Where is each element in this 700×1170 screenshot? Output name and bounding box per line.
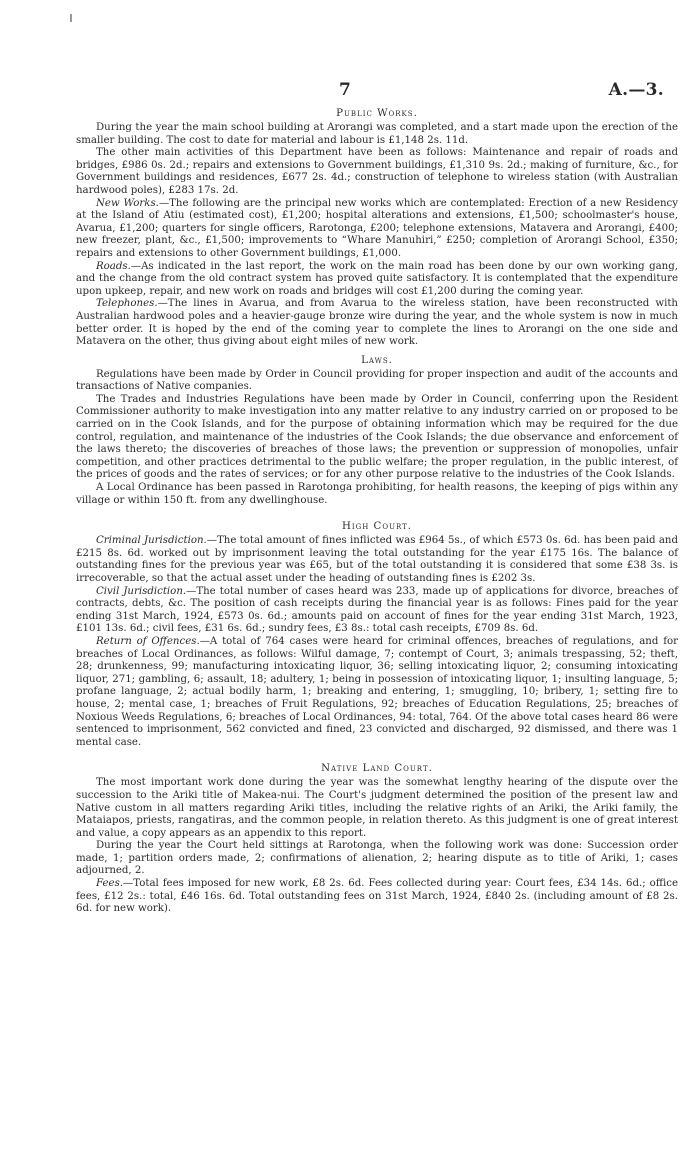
- paragraph-text: —The following are the principal new works which are contemplated: Erection of a new Residency at the Island of Atiu (estimated cost), £1,200; hospital alterations and extensions, £1,500; schoolmaster's house, Avarua, £1,200; quarters for single officers, Rarotonga, £200; telephone extensions, Matavera and Arorangi, £400; new freezer, plant, &c., £1,500; improvements to “Whare Manuhiri,” £250; completion of Arorangi School, £350; repairs and extensions to other Government buildings, £1,000.: [76, 197, 679, 259]
- section-heading: Native Land Court.: [321, 763, 433, 775]
- page-header: [76, 78, 678, 102]
- paragraph-text: —The total number of cases heard was 233, made up of applications for divorce, breaches of contracts, debts, &c. The position of cash receipts during the financial year is as follows: Fines paid for the year ending 31st March, 1924, £573 0s. 6d.; amounts paid on account of fines for the year ending 31st March, 1923, £101 13s. 6d.; civil fees, £31 6s. 6d.; sundry fees, £3 8s.: total cash receipts, £709 8s. 6d.: [76, 585, 678, 635]
- run-in-heading: Criminal Jurisdiction.: [96, 535, 207, 547]
- section-heading: Laws.: [361, 354, 393, 366]
- paragraph: During the year the Court held sittings at Rarotonga, when the following work was done: Succession order made, 1; partition orders made, 2; confirmations of alienation, 2; hearing dispute as to title of Ariki, 1; cases adjourned, 2.: [76, 840, 678, 877]
- paragraph-fees: [76, 878, 678, 916]
- run-in-heading: Return of Offences.: [96, 635, 200, 647]
- section-native-land-court: [76, 763, 678, 916]
- page-number: 7: [339, 80, 351, 100]
- paragraph-telephones: [76, 298, 678, 348]
- paragraph-text: —Total fees imposed for new work, £8 2s. 6d. Fees collected during year: Court fees, £34 14s. 6d.; office fees, £12 2s.: total, £46 16s. 6d. Total outstanding fees on 31st March, 1924, £840 2s. (including amount of £8 2s. 6d. for new work).: [76, 878, 678, 915]
- section-heading: High Court.: [341, 521, 413, 533]
- run-in-heading: New Works.: [96, 197, 159, 209]
- paragraph: The other main activities of this Department have been as follows: Maintenance and repair of roads and bridges, £986 0s. 2d.; repairs and extensions to Government buildings, £1,310 9s. 2d.; making of furniture, &c., for Government buildings and residences, £677 2s. 4d.; construction of telephone to wireless station (with Australian hardwood poles), £283 17s. 2d.: [76, 147, 678, 196]
- paragraph-criminal-jurisdiction: [76, 535, 678, 585]
- paragraph-new-works: [76, 198, 678, 261]
- section-public-works: [76, 108, 678, 349]
- paragraph: The Trades and Industries Regulations have been made by Order in Council, conferring upon the Resident Commissioner authority to make investigation into any matter relative to any industry carried on or proposed to be carried on in the Cook Islands, and for the purpose of obtaining information which may be required for the due control, regulation, and maintenance of the industries of the Cook Islands; the due observance and enforcement of the laws thereto; the discoveries of breaches of those laws; the prevention or suppression of monopolies, unfair competition, and other practices detrimental to the public welfare; the proper regulation, in the public interest, of the prices of goods and the rates of services; or for any other purpose relative to the industries of the Cook Islands.: [76, 393, 678, 481]
- paragraph-text: —The lines in Avarua, and from Avarua to the wireless station, have been reconstructed with Australian hardwood poles and a heavier-gauge bronze wire during the year, and the whole system is now in much better order. It is hoped by the end of the coming year to complete the lines to Arorangi on the one side and Matavera on the other, thus giving about eight miles of new work.: [76, 298, 678, 348]
- run-in-heading: Fees.: [96, 878, 124, 890]
- section-laws: [76, 355, 678, 508]
- paragraph-civil-jurisdiction: [76, 586, 678, 636]
- run-in-heading: Roads.: [96, 260, 131, 272]
- paragraph-text: —The total amount of fines inflicted was £964 5s., of which £573 0s. 6d. has been paid and £215 8s. 6d. worked out by imprisonment leaving the total outstanding for the year £175 16s. The balance of outstanding fines for the previous year was £65, but of the total outstanding it is considered that some £38 3s. is irrecoverable, so that the actual asset under the heading of outstanding fines is £202 3s.: [76, 535, 678, 584]
- scan-speck: [70, 14, 72, 22]
- section-high-court: [76, 521, 678, 749]
- paragraph: Regulations have been made by Order in Council providing for proper inspection and audit of the accounts and transactions of Native companies.: [76, 368, 678, 393]
- section-heading: Public Works.: [336, 108, 418, 119]
- paragraph-text: —A total of 764 cases were heard for criminal offences, breaches of regulations, and for breaches of Local Ordinances, as follows: Wilful damage, 7; contempt of Court, 3; animals trespassing, 52; theft, 28; drunkenness, 99; manufacturing intoxicating liquor, 36; selling intoxicating liquor, 2; consuming intoxicating liquor, 271; gambling, 6; assault, 18; adultery, 1; being in possession of intoxicating liquor, 1; insulting language, 5; profane language, 2; actual bodily harm, 1; breaking and entering, 1; smuggling, 10; bribery, 1; setting fire to house, 2; mental case, 1; breaches of Fruit Regulations, 92; breaches of Education Regulations, 25; breaches of Noxious Weeds Regulations, 6; breaches of Local Ordinances, 94: total, 764. Of the above total cases heard 86 were sentenced to imprisonment, 562 convicted and fined, 23 convicted and discharged, 92 dismissed, and there was 1 mental case.: [76, 635, 678, 748]
- paragraph-roads: [76, 261, 678, 299]
- paragraph: The most important work done during the year was the somewhat lengthy hearing of the dispute over the succession to the Ariki title of Makea-nui. The Court's judgment determined the position of the present law and Native custom in all matters regarding Ariki titles, including the relative rights of an Ariki, the Ariki family, the Mataiapos, priests, rangatiras, and the common people, in relation thereto. As this judgment is one of great interest and value, a copy appears as an appendix to this report.: [76, 777, 678, 839]
- paragraph-return-of-offences: [76, 636, 678, 749]
- run-in-heading: Civil Jurisdiction.: [96, 585, 187, 597]
- paragraph: During the year the main school building at Arorangi was completed, and a start made upon the erection of the smaller building. The cost to date for material and labour is £1,148 2s. 11d.: [76, 122, 678, 146]
- run-in-heading: Telephones.: [96, 298, 158, 310]
- paragraph: A Local Ordinance has been passed in Rarotonga prohibiting, for health reasons, the keeping of pigs within any village or within 150 ft. from any dwellinghouse.: [76, 482, 678, 506]
- paragraph-text: —As indicated in the last report, the work on the main road has been done by our own working gang, and the change from the old contract system has proved quite satisfactory. It is contemplated that the expenditure upon upkeep, repair, and new work on roads and bridges will cost £1,200 during the coming year.: [76, 260, 678, 297]
- document-reference: A.—3.: [608, 80, 664, 100]
